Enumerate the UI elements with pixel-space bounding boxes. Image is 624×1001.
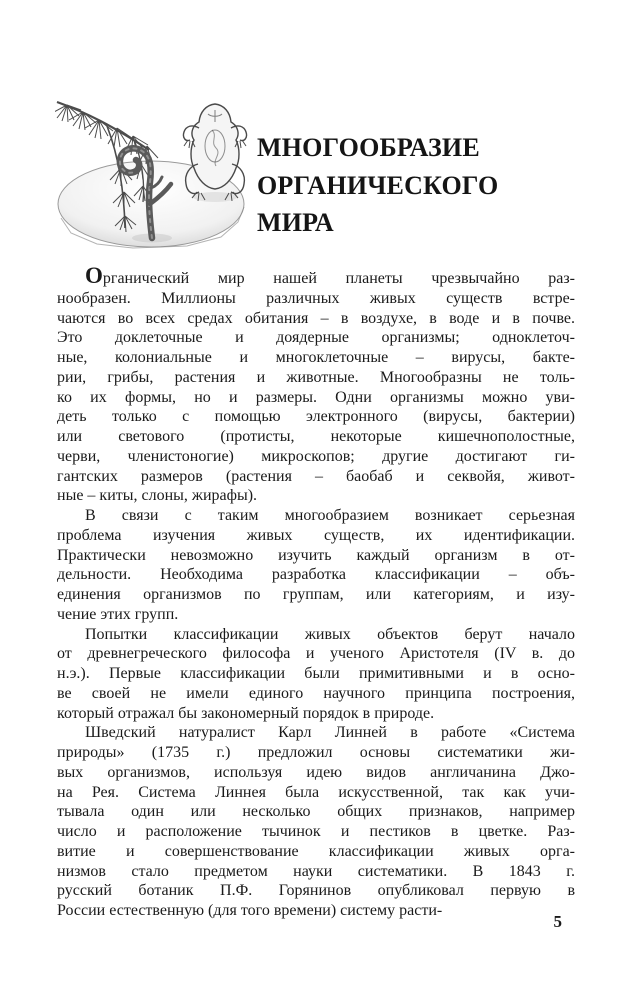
text-line: ве своей не имели единого научного принципа построения,	[57, 684, 575, 702]
text-line: Это доклеточные и доядерные организмы; одноклеточ-	[57, 329, 575, 347]
chapter-title-line: ОРГАНИЧЕСКОГО	[257, 170, 499, 200]
text-line: России естественную (для того времени) систему расти-	[57, 902, 443, 919]
body-text	[57, 263, 575, 921]
paragraph	[57, 506, 575, 625]
text-line: тывала один или несколько общих признаков, например	[57, 803, 575, 821]
page-number: 5	[553, 912, 562, 931]
text-line: витие и совершенствование классификации живых орга-	[57, 842, 575, 860]
text-line: Органический мир нашей планеты чрезвычайно раз-	[85, 263, 575, 288]
text-line: или светового (протисты, некоторые кишечнополостные,	[57, 428, 575, 445]
text-line: н.э.). Первые классификации были примитивными и в осно-	[57, 665, 575, 682]
text-line: ные, колониальные и многоклеточные – вирусы, бакте-	[57, 349, 575, 366]
text-line: нообразен. Миллионы различных живых существ встре-	[57, 289, 575, 307]
text-line: число и расположение тычинок и пестиков в цветке. Раз-	[57, 823, 575, 840]
text-line: который отражал бы закономерный порядок в природе.	[57, 704, 435, 722]
text-line: черви, членистоногие) микроскопов; другие достигают ги-	[57, 447, 575, 465]
text-line: чаются во всех средах обитания – в воздухе, в воде и в почве.	[57, 309, 575, 327]
text-line: природы» (1735 г.) предложил основы систематики жи-	[57, 744, 575, 761]
text-line: чение этих групп.	[57, 605, 179, 623]
chapter-title-line: МНОГООБРАЗИЕ	[257, 133, 480, 162]
initial-capital: О	[85, 263, 103, 288]
text-line: на Рея. Система Линнея была искусственной, так как учи-	[57, 783, 575, 801]
text-line: Практически невозможно изучить каждый организм в от-	[57, 546, 575, 564]
text-line: В связи с таким многообразием возникает серьезная	[85, 507, 575, 524]
text-line: рии, грибы, растения и животные. Многообразны не толь-	[57, 368, 575, 386]
text-line: русский ботаник П.Ф. Горянинов опубликовал первую в	[57, 882, 575, 900]
text-line: деть только с помощью электронного (вирусы, бактерии)	[57, 408, 575, 426]
text-line: гантских размеров (растения – баобаб и секвойя, живот-	[57, 467, 575, 485]
paragraph	[57, 625, 575, 724]
text-line: низмов стало предметом науки систематики. В 1843 г.	[57, 862, 575, 880]
paragraph	[57, 263, 575, 506]
text-line: ные – киты, слоны, жирафы).	[57, 487, 258, 505]
text-line: дельности. Необходима разработка классификации – объ-	[57, 566, 575, 584]
text-line: вых организмов, используя идею видов англичанина Джо-	[57, 763, 575, 781]
text-line: от древнегреческого философа и ученого Аристотеля (IV в. до	[57, 645, 575, 663]
text-line: Шведский натуралист Карл Линней в работе «Система	[85, 724, 575, 742]
paragraph	[57, 723, 575, 921]
text-line: ко их формы, но и размеры. Одни организмы можно уви-	[57, 388, 575, 406]
organic-world-vignette-illustration	[55, 96, 251, 252]
text-line: проблема изучения живых существ, их идентификации.	[57, 526, 575, 544]
text-line: единения организмов по группам, или категориям, и изу-	[57, 586, 575, 603]
chapter-title	[257, 129, 577, 242]
text-line: Попытки классификации живых объектов берут начало	[85, 625, 575, 643]
chapter-title-line: МИРА	[257, 208, 334, 237]
